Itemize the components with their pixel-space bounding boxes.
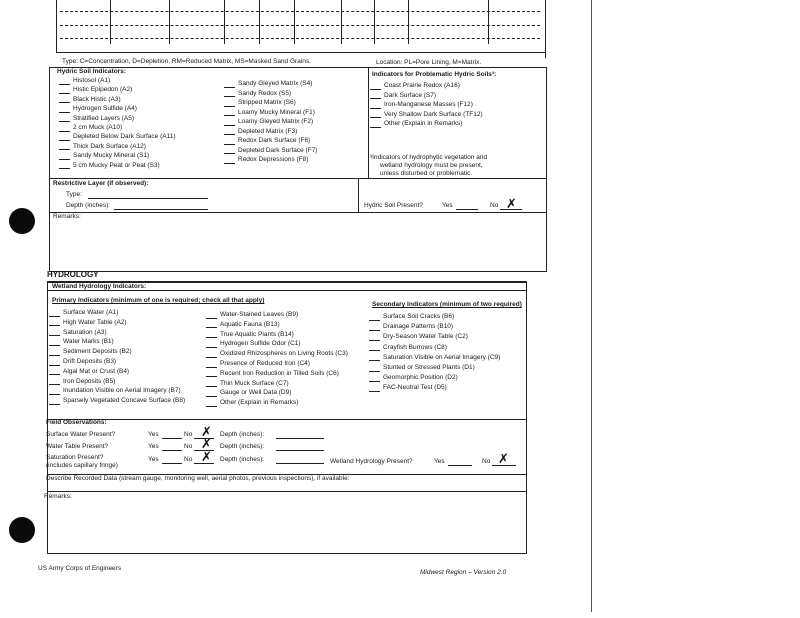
primary-indicator-label: Other (Explain in Remarks) bbox=[220, 399, 299, 407]
saturation-depth-label: Depth (inches): bbox=[220, 456, 265, 463]
saturation-yes-label: Yes bbox=[148, 456, 159, 463]
describe-recorded-data-label: Describe Recorded Data (stream gauge, monitoring well, aerial photos, previous inspections), if available: bbox=[46, 475, 350, 482]
soil-indicator-item[interactable] bbox=[59, 115, 134, 123]
checkbox-blank[interactable] bbox=[224, 109, 235, 116]
secondary-indicator-item[interactable] bbox=[369, 323, 453, 331]
wetland-hydrology-yes-label: Yes bbox=[434, 458, 445, 465]
primary-indicator-label: True Aquatic Plants (B14) bbox=[220, 330, 294, 338]
water-table-depth-field[interactable] bbox=[276, 443, 324, 451]
primary-indicator-item[interactable] bbox=[49, 358, 116, 366]
primary-indicator-item[interactable] bbox=[206, 399, 298, 407]
checkbox-blank[interactable] bbox=[49, 319, 60, 326]
checkbox-blank[interactable] bbox=[59, 87, 70, 94]
problematic-indicator-item[interactable] bbox=[370, 82, 460, 90]
soil-indicator-label: Black Histic (A3) bbox=[73, 95, 121, 103]
primary-indicator-label: Aquatic Fauna (B13) bbox=[220, 320, 280, 328]
checkbox-blank[interactable] bbox=[369, 344, 380, 351]
saturation-label: Saturation Present? bbox=[46, 454, 104, 461]
soil-indicator-label: Sandy Mucky Mineral (S1) bbox=[73, 152, 150, 160]
checkbox-blank[interactable] bbox=[206, 312, 217, 319]
checkbox-blank[interactable] bbox=[369, 385, 380, 392]
surface-water-no-label: No bbox=[184, 431, 193, 438]
soil-indicator-item[interactable] bbox=[59, 86, 132, 94]
footer-version: Midwest Region – Version 2.0 bbox=[420, 569, 507, 576]
secondary-indicator-item[interactable] bbox=[369, 354, 500, 362]
soil-indicator-item[interactable] bbox=[224, 109, 315, 117]
soil-indicator-item[interactable] bbox=[224, 128, 297, 136]
secondary-heading: Secondary Indicators (minimum of two required) bbox=[372, 301, 522, 308]
restrictive-heading: Restrictive Layer (if observed): bbox=[53, 180, 149, 187]
soil-indicator-item[interactable] bbox=[59, 96, 121, 104]
wetland-hydrology-no-label: No bbox=[482, 458, 491, 465]
soil-indicator-item[interactable] bbox=[59, 133, 175, 141]
primary-indicator-label: Thin Muck Surface (C7) bbox=[220, 379, 289, 387]
wetland-hydrology-present-label: Wetland Hydrology Present? bbox=[330, 458, 413, 465]
primary-indicator-item[interactable] bbox=[49, 329, 107, 337]
soil-indicator-item[interactable] bbox=[224, 90, 291, 98]
soil-indicator-label: 2 cm Muck (A10) bbox=[73, 124, 123, 131]
soil-indicator-label: Histosol (A1) bbox=[73, 77, 111, 84]
hydrology-remarks-label: Remarks: bbox=[44, 493, 72, 500]
checkbox-blank[interactable] bbox=[224, 128, 235, 135]
primary-indicator-label: Surface Water (A1) bbox=[63, 309, 119, 316]
primary-indicator-item[interactable] bbox=[206, 311, 298, 319]
primary-indicator-item[interactable] bbox=[206, 360, 310, 368]
checkbox-blank[interactable] bbox=[59, 78, 70, 85]
checkbox-blank[interactable] bbox=[206, 400, 217, 407]
soil-indicator-item[interactable] bbox=[59, 105, 137, 113]
primary-indicator-item[interactable] bbox=[49, 319, 127, 327]
primary-indicator-label: Presence of Reduced Iron (C4) bbox=[220, 360, 310, 367]
primary-indicator-item[interactable] bbox=[49, 338, 114, 346]
checkbox-blank[interactable] bbox=[370, 102, 381, 109]
soil-note-3: unless disturbed or problematic. bbox=[380, 170, 473, 177]
soil-indicator-label: Histic Epipedon (A2) bbox=[73, 86, 133, 94]
checkbox-blank[interactable] bbox=[369, 354, 380, 361]
soil-indicator-label: Depleted Below Dark Surface (A11) bbox=[73, 133, 176, 141]
primary-indicator-label: Recent Iron Reduction in Tilled Soils (C6) bbox=[220, 369, 339, 377]
water-table-no-label: No bbox=[184, 443, 193, 450]
hydric-soil-present-label: Hydric Soil Present? bbox=[364, 202, 423, 209]
restrictive-depth-label: Depth (inches): bbox=[66, 202, 111, 209]
problematic-heading: Indicators for Problematic Hydric Soils³: bbox=[372, 71, 497, 78]
soil-note-1: ³Indicators of hydrophytic vegetation and bbox=[370, 154, 488, 161]
restrictive-depth-field[interactable] bbox=[114, 202, 208, 210]
hydrology-title: HYDROLOGY bbox=[47, 270, 99, 279]
water-table-yes-label: Yes bbox=[148, 443, 159, 450]
hydric-soil-yes-label: Yes bbox=[442, 202, 453, 209]
checkbox-blank[interactable] bbox=[59, 143, 70, 150]
checkbox-blank[interactable] bbox=[206, 341, 217, 348]
secondary-indicator-item[interactable] bbox=[369, 364, 475, 372]
problematic-indicator-item[interactable] bbox=[370, 111, 483, 119]
primary-indicator-item[interactable] bbox=[206, 389, 291, 397]
checkbox-blank[interactable] bbox=[49, 359, 60, 366]
primary-indicator-label: Water Marks (B1) bbox=[63, 338, 114, 346]
soil-divider bbox=[368, 67, 369, 178]
secondary-indicator-item[interactable] bbox=[369, 344, 447, 352]
scan-edge bbox=[591, 0, 592, 612]
checkbox-blank[interactable] bbox=[224, 138, 235, 145]
footer-agency: US Army Corps of Engineers bbox=[38, 565, 122, 572]
soil-indicator-label: Depleted Dark Surface (F7) bbox=[238, 146, 318, 154]
soil-note-2: wetland hydrology must be present, bbox=[380, 162, 483, 169]
checkbox-blank[interactable] bbox=[224, 81, 235, 88]
checkbox-blank[interactable] bbox=[59, 134, 70, 141]
checkbox-blank[interactable] bbox=[370, 83, 381, 90]
profile-table bbox=[56, 0, 546, 58]
surface-water-no-check: ✗ bbox=[201, 425, 212, 440]
saturation-depth-field[interactable] bbox=[276, 456, 324, 464]
surface-water-label: Surface Water Present? bbox=[46, 431, 116, 438]
hydrology-rule-4 bbox=[47, 491, 526, 492]
soil-indicator-label: Loamy Gleyed Matrix (F2) bbox=[238, 118, 314, 125]
soil-rule-1 bbox=[49, 178, 546, 179]
primary-heading: Primary Indicators (minimum of one is required; check all that apply) bbox=[52, 297, 265, 304]
soil-indicator-item[interactable] bbox=[59, 124, 122, 132]
secondary-indicator-label: Saturation Visible on Aerial Imagery (C9) bbox=[383, 353, 501, 361]
soil-rule-2 bbox=[49, 212, 546, 213]
primary-indicator-label: Iron Deposits (B5) bbox=[63, 377, 116, 385]
checkbox-blank[interactable] bbox=[206, 370, 217, 377]
saturation-no-check: ✗ bbox=[201, 450, 212, 465]
primary-indicator-label: Algal Mat or Crust (B4) bbox=[63, 367, 130, 375]
soil-indicator-item[interactable] bbox=[59, 152, 149, 160]
soil-remarks-label: Remarks: bbox=[53, 213, 81, 220]
checkbox-blank[interactable] bbox=[224, 100, 235, 107]
surface-water-yes-field[interactable] bbox=[162, 431, 182, 439]
soil-indicator-label: Sandy Redox (S5) bbox=[238, 89, 292, 97]
soil-indicator-item[interactable] bbox=[224, 99, 296, 107]
problematic-indicator-label: Very Shallow Dark Surface (TF12) bbox=[384, 110, 483, 118]
hydric-soil-no-check: ✗ bbox=[506, 197, 517, 212]
wetland-hydrology-yes-field[interactable] bbox=[448, 458, 472, 466]
wetland-hydrology-no-check: ✗ bbox=[498, 452, 509, 467]
surface-water-yes-label: Yes bbox=[148, 431, 159, 438]
primary-indicator-item[interactable] bbox=[49, 378, 115, 386]
primary-indicator-item[interactable] bbox=[206, 350, 348, 358]
water-table-yes-field[interactable] bbox=[162, 443, 182, 451]
soil-indicator-label: 5 cm Mucky Peat or Peat (S3) bbox=[73, 161, 160, 169]
soil-indicator-item[interactable] bbox=[224, 80, 312, 88]
binder-hole-bottom bbox=[9, 517, 35, 543]
problematic-indicator-label: Other (Explain in Remarks) bbox=[384, 120, 463, 127]
primary-indicator-label: Hydrogen Sulfide Odor (C1) bbox=[220, 340, 301, 348]
checkbox-blank[interactable] bbox=[369, 375, 380, 382]
checkbox-blank[interactable] bbox=[370, 121, 381, 128]
secondary-indicator-label: Geomorphic Position (D2) bbox=[383, 374, 458, 382]
primary-indicator-label: Inundation Visible on Aerial Imagery (B7) bbox=[63, 387, 181, 395]
checkbox-blank[interactable] bbox=[369, 314, 380, 321]
soil-indicator-label: Redox Depressions (F8) bbox=[238, 156, 309, 163]
checkbox-blank[interactable] bbox=[59, 153, 70, 160]
soil-indicator-label: Depleted Matrix (F3) bbox=[238, 127, 298, 135]
problematic-indicator-label: Iron-Manganese Masses (F12) bbox=[384, 101, 473, 108]
primary-indicator-item[interactable] bbox=[206, 321, 280, 329]
soil-indicator-item[interactable] bbox=[59, 77, 110, 85]
checkbox-blank[interactable] bbox=[206, 361, 217, 368]
primary-indicator-item[interactable] bbox=[49, 348, 132, 356]
checkbox-blank[interactable] bbox=[49, 398, 60, 405]
soil-indicator-label: Hydrogen Sulfide (A4) bbox=[73, 105, 137, 113]
primary-indicator-label: Water-Stained Leaves (B9) bbox=[220, 311, 299, 318]
hydrology-rule-2 bbox=[47, 419, 526, 420]
checkbox-blank[interactable] bbox=[206, 390, 217, 397]
checkbox-blank[interactable] bbox=[224, 147, 235, 154]
secondary-indicator-item[interactable] bbox=[369, 374, 458, 382]
secondary-indicator-label: Dry-Season Water Table (C2) bbox=[383, 333, 468, 341]
checkbox-blank[interactable] bbox=[59, 125, 70, 132]
primary-indicator-label: Saturation (A3) bbox=[63, 328, 107, 336]
secondary-indicator-item[interactable] bbox=[369, 313, 454, 321]
problematic-indicator-item[interactable] bbox=[370, 120, 462, 128]
soil-indicator-label: Sandy Gleyed Matrix (S4) bbox=[238, 80, 313, 87]
type-legend: Type: C=Concentration, D=Depletion, RM=Reduced Matrix, MS=Masked Sand Grains. bbox=[62, 58, 311, 65]
soil-indicator-item[interactable] bbox=[224, 118, 313, 126]
checkbox-blank[interactable] bbox=[206, 331, 217, 338]
soil-divider-2 bbox=[358, 178, 359, 212]
checkbox-blank[interactable] bbox=[59, 106, 70, 113]
primary-indicator-label: Drift Deposits (B3) bbox=[63, 358, 117, 365]
checkbox-blank[interactable] bbox=[59, 96, 70, 103]
primary-indicator-label: High Water Table (A2) bbox=[63, 318, 127, 326]
soil-indicator-item[interactable] bbox=[59, 162, 160, 170]
saturation-no-label: No bbox=[184, 456, 193, 463]
checkbox-blank[interactable] bbox=[49, 349, 60, 356]
secondary-indicator-label: Stunted or Stressed Plants (D1) bbox=[383, 364, 475, 371]
primary-indicator-item[interactable] bbox=[49, 387, 181, 395]
primary-indicator-item[interactable] bbox=[206, 340, 301, 348]
water-table-depth-label: Depth (inches): bbox=[220, 443, 265, 450]
hydric-soil-yes-field[interactable] bbox=[456, 202, 478, 210]
binder-hole-top bbox=[9, 208, 35, 234]
checkbox-blank[interactable] bbox=[59, 115, 70, 122]
water-table-label: Water Table Present? bbox=[46, 443, 109, 450]
checkbox-blank[interactable] bbox=[370, 92, 381, 99]
checkbox-blank[interactable] bbox=[224, 157, 235, 164]
primary-indicator-label: Oxidized Rhizospheres on Living Roots (C3) bbox=[220, 350, 348, 358]
checkbox-blank[interactable] bbox=[206, 380, 217, 387]
checkbox-blank[interactable] bbox=[369, 334, 380, 341]
restrictive-type-field[interactable] bbox=[88, 191, 208, 199]
surface-water-depth-label: Depth (inches): bbox=[220, 431, 265, 438]
checkbox-blank[interactable] bbox=[370, 111, 381, 118]
checkbox-blank[interactable] bbox=[49, 329, 60, 336]
soil-indicator-label: Loamy Mucky Mineral (F1) bbox=[238, 108, 315, 116]
primary-indicator-item[interactable] bbox=[49, 368, 129, 376]
primary-indicator-label: Gauge or Well Data (D9) bbox=[220, 389, 292, 397]
checkbox-blank[interactable] bbox=[206, 351, 217, 358]
secondary-indicator-item[interactable] bbox=[369, 333, 468, 341]
checkbox-blank[interactable] bbox=[224, 90, 235, 97]
capillary-note: (includes capillary fringe) bbox=[46, 462, 118, 469]
primary-indicator-item[interactable] bbox=[49, 397, 185, 405]
primary-indicator-label: Sediment Deposits (B2) bbox=[63, 348, 132, 356]
soil-indicator-item[interactable] bbox=[224, 147, 317, 155]
soil-heading: Hydric Soil Indicators: bbox=[57, 68, 126, 75]
soil-indicator-item[interactable] bbox=[224, 156, 308, 164]
checkbox-blank[interactable] bbox=[49, 310, 60, 317]
checkbox-blank[interactable] bbox=[59, 162, 70, 169]
checkbox-blank[interactable] bbox=[49, 378, 60, 385]
problematic-indicator-label: Dark Surface (S7) bbox=[384, 91, 437, 99]
field-observations-heading: Field Observations: bbox=[46, 419, 107, 426]
soil-indicator-item[interactable] bbox=[224, 137, 310, 145]
primary-indicator-label: Sparsely Vegetated Concave Surface (B8) bbox=[63, 397, 186, 405]
soil-indicator-label: Stratified Layers (A5) bbox=[73, 114, 135, 122]
soil-indicator-label: Redox Dark Surface (F6) bbox=[238, 137, 311, 144]
checkbox-blank[interactable] bbox=[369, 365, 380, 372]
checkbox-blank[interactable] bbox=[224, 119, 235, 126]
checkbox-blank[interactable] bbox=[49, 368, 60, 375]
secondary-indicator-label: Surface Soil Cracks (B6) bbox=[383, 313, 455, 320]
secondary-indicator-label: Crayfish Burrows (C8) bbox=[383, 343, 447, 351]
problematic-indicator-item[interactable] bbox=[370, 92, 436, 100]
checkbox-blank[interactable] bbox=[49, 339, 60, 346]
primary-indicator-item[interactable] bbox=[49, 309, 118, 317]
secondary-indicator-label: Drainage Patterns (B10) bbox=[383, 323, 454, 331]
secondary-indicator-item[interactable] bbox=[369, 384, 447, 392]
problematic-indicator-label: Coast Prairie Redox (A16) bbox=[384, 82, 460, 89]
checkbox-blank[interactable] bbox=[49, 388, 60, 395]
soil-indicator-item[interactable] bbox=[59, 143, 146, 151]
primary-indicator-item[interactable] bbox=[206, 331, 294, 339]
primary-indicator-item[interactable] bbox=[206, 370, 339, 378]
secondary-indicator-label: FAC-Neutral Test (D5) bbox=[383, 384, 447, 392]
location-legend: Location: PL=Pore Lining, M=Matrix. bbox=[376, 59, 482, 66]
checkbox-blank[interactable] bbox=[206, 321, 217, 328]
surface-water-depth-field[interactable] bbox=[276, 431, 324, 439]
water-table-no-check: ✗ bbox=[201, 437, 212, 452]
saturation-yes-field[interactable] bbox=[162, 456, 182, 464]
primary-indicator-item[interactable] bbox=[206, 380, 289, 388]
restrictive-type-label: Type: bbox=[66, 191, 82, 198]
soil-indicator-label: Thick Dark Surface (A12) bbox=[73, 142, 146, 150]
soil-indicator-label: Stripped Matrix (S6) bbox=[238, 99, 296, 106]
checkbox-blank[interactable] bbox=[369, 324, 380, 331]
wetland-indicators-heading: Wetland Hydrology Indicators: bbox=[52, 283, 147, 290]
problematic-indicator-item[interactable] bbox=[370, 101, 473, 109]
hydric-soil-no-label: No bbox=[490, 202, 499, 209]
